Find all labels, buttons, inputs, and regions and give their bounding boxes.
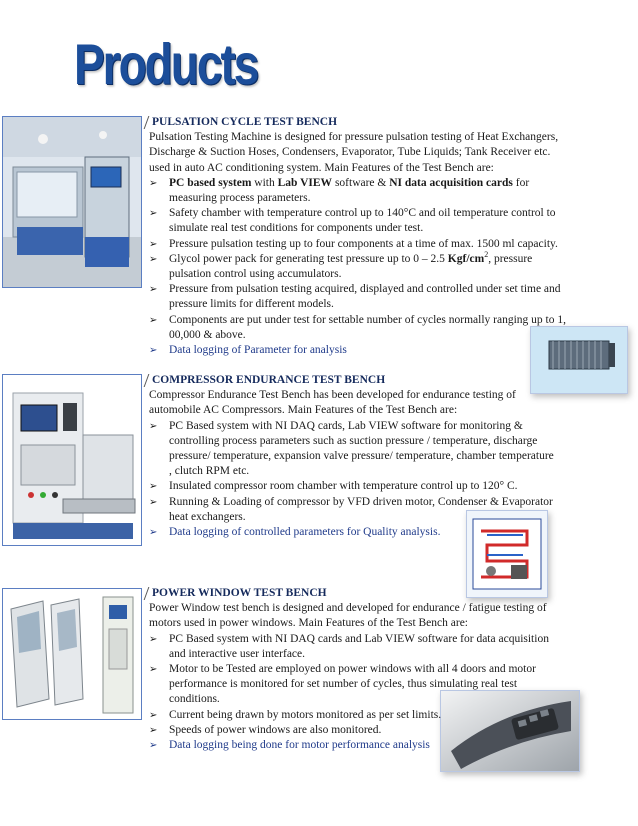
feature-text: PC Based system with NI DAQ cards and Lab VIEW software for data acquisition and interactive user interface. bbox=[169, 632, 549, 660]
list-item bbox=[149, 313, 569, 343]
arrowhead-bullet-icon: ➢ bbox=[149, 664, 158, 676]
arrowhead-bullet-icon: ➢ bbox=[149, 345, 158, 357]
feature-bold: Kgf/cm bbox=[447, 252, 485, 265]
feature-text: Glycol power pack for generating test pressure up to 0 – 2.5 bbox=[169, 252, 448, 265]
arrowhead-bullet-icon: ➢ bbox=[149, 481, 158, 493]
arrowhead-bullet-icon: ➢ bbox=[149, 253, 158, 265]
section-intro: Compressor Endurance Test Bench has been developed for endurance testing of automobile AC Compressors. Main Features of the Test Bench are: bbox=[149, 389, 516, 417]
power-window-bench-photo bbox=[2, 588, 142, 720]
list-item bbox=[149, 738, 559, 753]
list-item bbox=[149, 206, 569, 236]
list-item bbox=[149, 419, 559, 480]
section-power-window bbox=[149, 586, 559, 753]
section-title: COMPRESSOR ENDURANCE TEST BENCH bbox=[149, 373, 559, 388]
arrowhead-bullet-icon: ➢ bbox=[149, 238, 158, 250]
feature-text: , pressure pulsation control using accumulators. bbox=[169, 252, 533, 281]
feature-text: Speeds of power windows are also monitored. bbox=[169, 723, 382, 736]
arrowhead-bullet-icon: ➢ bbox=[149, 633, 158, 645]
section-title: POWER WINDOW TEST BENCH bbox=[149, 586, 559, 601]
arrowhead-bullet-icon: ➢ bbox=[149, 709, 158, 721]
feature-text: Motor to be Tested are employed on power windows with all 4 doors and motor performance is monitored for set number of cycles, thus simulating real test conditions. bbox=[169, 663, 536, 706]
feature-text: Pressure from pulsation testing acquired, displayed and controlled under set time and pressure limits for different models. bbox=[169, 283, 561, 311]
page-title: Products bbox=[74, 31, 258, 97]
list-item bbox=[149, 495, 559, 525]
feature-list bbox=[149, 419, 559, 541]
list-item bbox=[149, 525, 559, 540]
section-pulsation bbox=[149, 115, 569, 358]
section-title: PULSATION CYCLE TEST BENCH bbox=[149, 115, 569, 130]
feature-text: Data logging of Parameter for analysis bbox=[169, 344, 347, 357]
section-intro: Power Window test bench is designed and developed for endurance / fatigue testing of motors used in power windows. Main Features of the Test Bench are: bbox=[149, 602, 547, 630]
feature-text: Components are put under test for settable number of cycles normally ranging up to 1, 00,000 & above. bbox=[169, 313, 566, 341]
feature-text: Current being drawn by motors monitored as per set limits. bbox=[169, 708, 442, 721]
list-item bbox=[149, 662, 559, 708]
list-item bbox=[149, 282, 569, 312]
feature-text: Data logging being done for motor performance analysis bbox=[169, 739, 430, 752]
feature-text: Data logging of controlled parameters for Quality analysis. bbox=[169, 526, 441, 539]
feature-text: with bbox=[251, 176, 278, 189]
feature-text: for measuring process parameters. bbox=[169, 176, 530, 205]
feature-text: Running & Loading of compressor by VFD driven motor, Condenser & Evaporator heat exchangers. bbox=[169, 495, 553, 523]
feature-text: Safety chamber with temperature control up to 140°C and oil temperature control to simulate real test conditions for components under test. bbox=[169, 207, 556, 235]
feature-bold: PC based system bbox=[169, 176, 252, 189]
superscript: 2 bbox=[484, 250, 489, 259]
list-item bbox=[149, 343, 569, 358]
feature-bold: NI data acquisition cards bbox=[389, 176, 513, 189]
list-item bbox=[149, 252, 569, 282]
list-item bbox=[149, 632, 559, 662]
compressor-bench-photo bbox=[2, 374, 142, 546]
pulsation-bench-photo bbox=[2, 116, 142, 288]
list-item bbox=[149, 708, 559, 723]
section-intro: Pulsation Testing Machine is designed for pressure pulsation testing of Heat Exchangers, Discharge & Suction Hoses, Condensers, Evaporator, Tube Liquids; Tank Receiver etc. used in auto AC conditioning system. Main Features of the Test Bench are: bbox=[149, 131, 559, 174]
arrowhead-bullet-icon: ➢ bbox=[149, 724, 158, 736]
arrowhead-bullet-icon: ➢ bbox=[149, 284, 158, 296]
arrowhead-bullet-icon: ➢ bbox=[149, 177, 158, 189]
arrowhead-bullet-icon: ➢ bbox=[149, 208, 158, 220]
arrowhead-bullet-icon: ➢ bbox=[149, 527, 158, 539]
list-item bbox=[149, 723, 559, 738]
arrowhead-bullet-icon: ➢ bbox=[149, 496, 158, 508]
feature-list bbox=[149, 632, 559, 754]
arrowhead-bullet-icon: ➢ bbox=[149, 314, 158, 326]
list-item bbox=[149, 237, 569, 252]
list-item bbox=[149, 479, 559, 494]
feature-list bbox=[149, 176, 569, 358]
feature-bold: Lab VIEW bbox=[277, 176, 333, 189]
list-item bbox=[149, 176, 569, 206]
feature-text: Insulated compressor room chamber with temperature control up to 120° C. bbox=[169, 480, 518, 493]
feature-text: PC Based system with NI DAQ cards, Lab VIEW software for monitoring & controlling process parameters such as suction pressure / temperature, discharge pressure/ temperature, expansion valve pressure/ temperature, chamber temperature , clutch RPM etc. bbox=[169, 419, 554, 478]
section-compressor bbox=[149, 373, 559, 540]
arrowhead-bullet-icon: ➢ bbox=[149, 740, 158, 752]
feature-text: Pressure pulsation testing up to four components at a time of max. 1500 ml capacity. bbox=[169, 237, 558, 250]
arrowhead-bullet-icon: ➢ bbox=[149, 420, 158, 432]
feature-text: software & bbox=[332, 176, 390, 189]
